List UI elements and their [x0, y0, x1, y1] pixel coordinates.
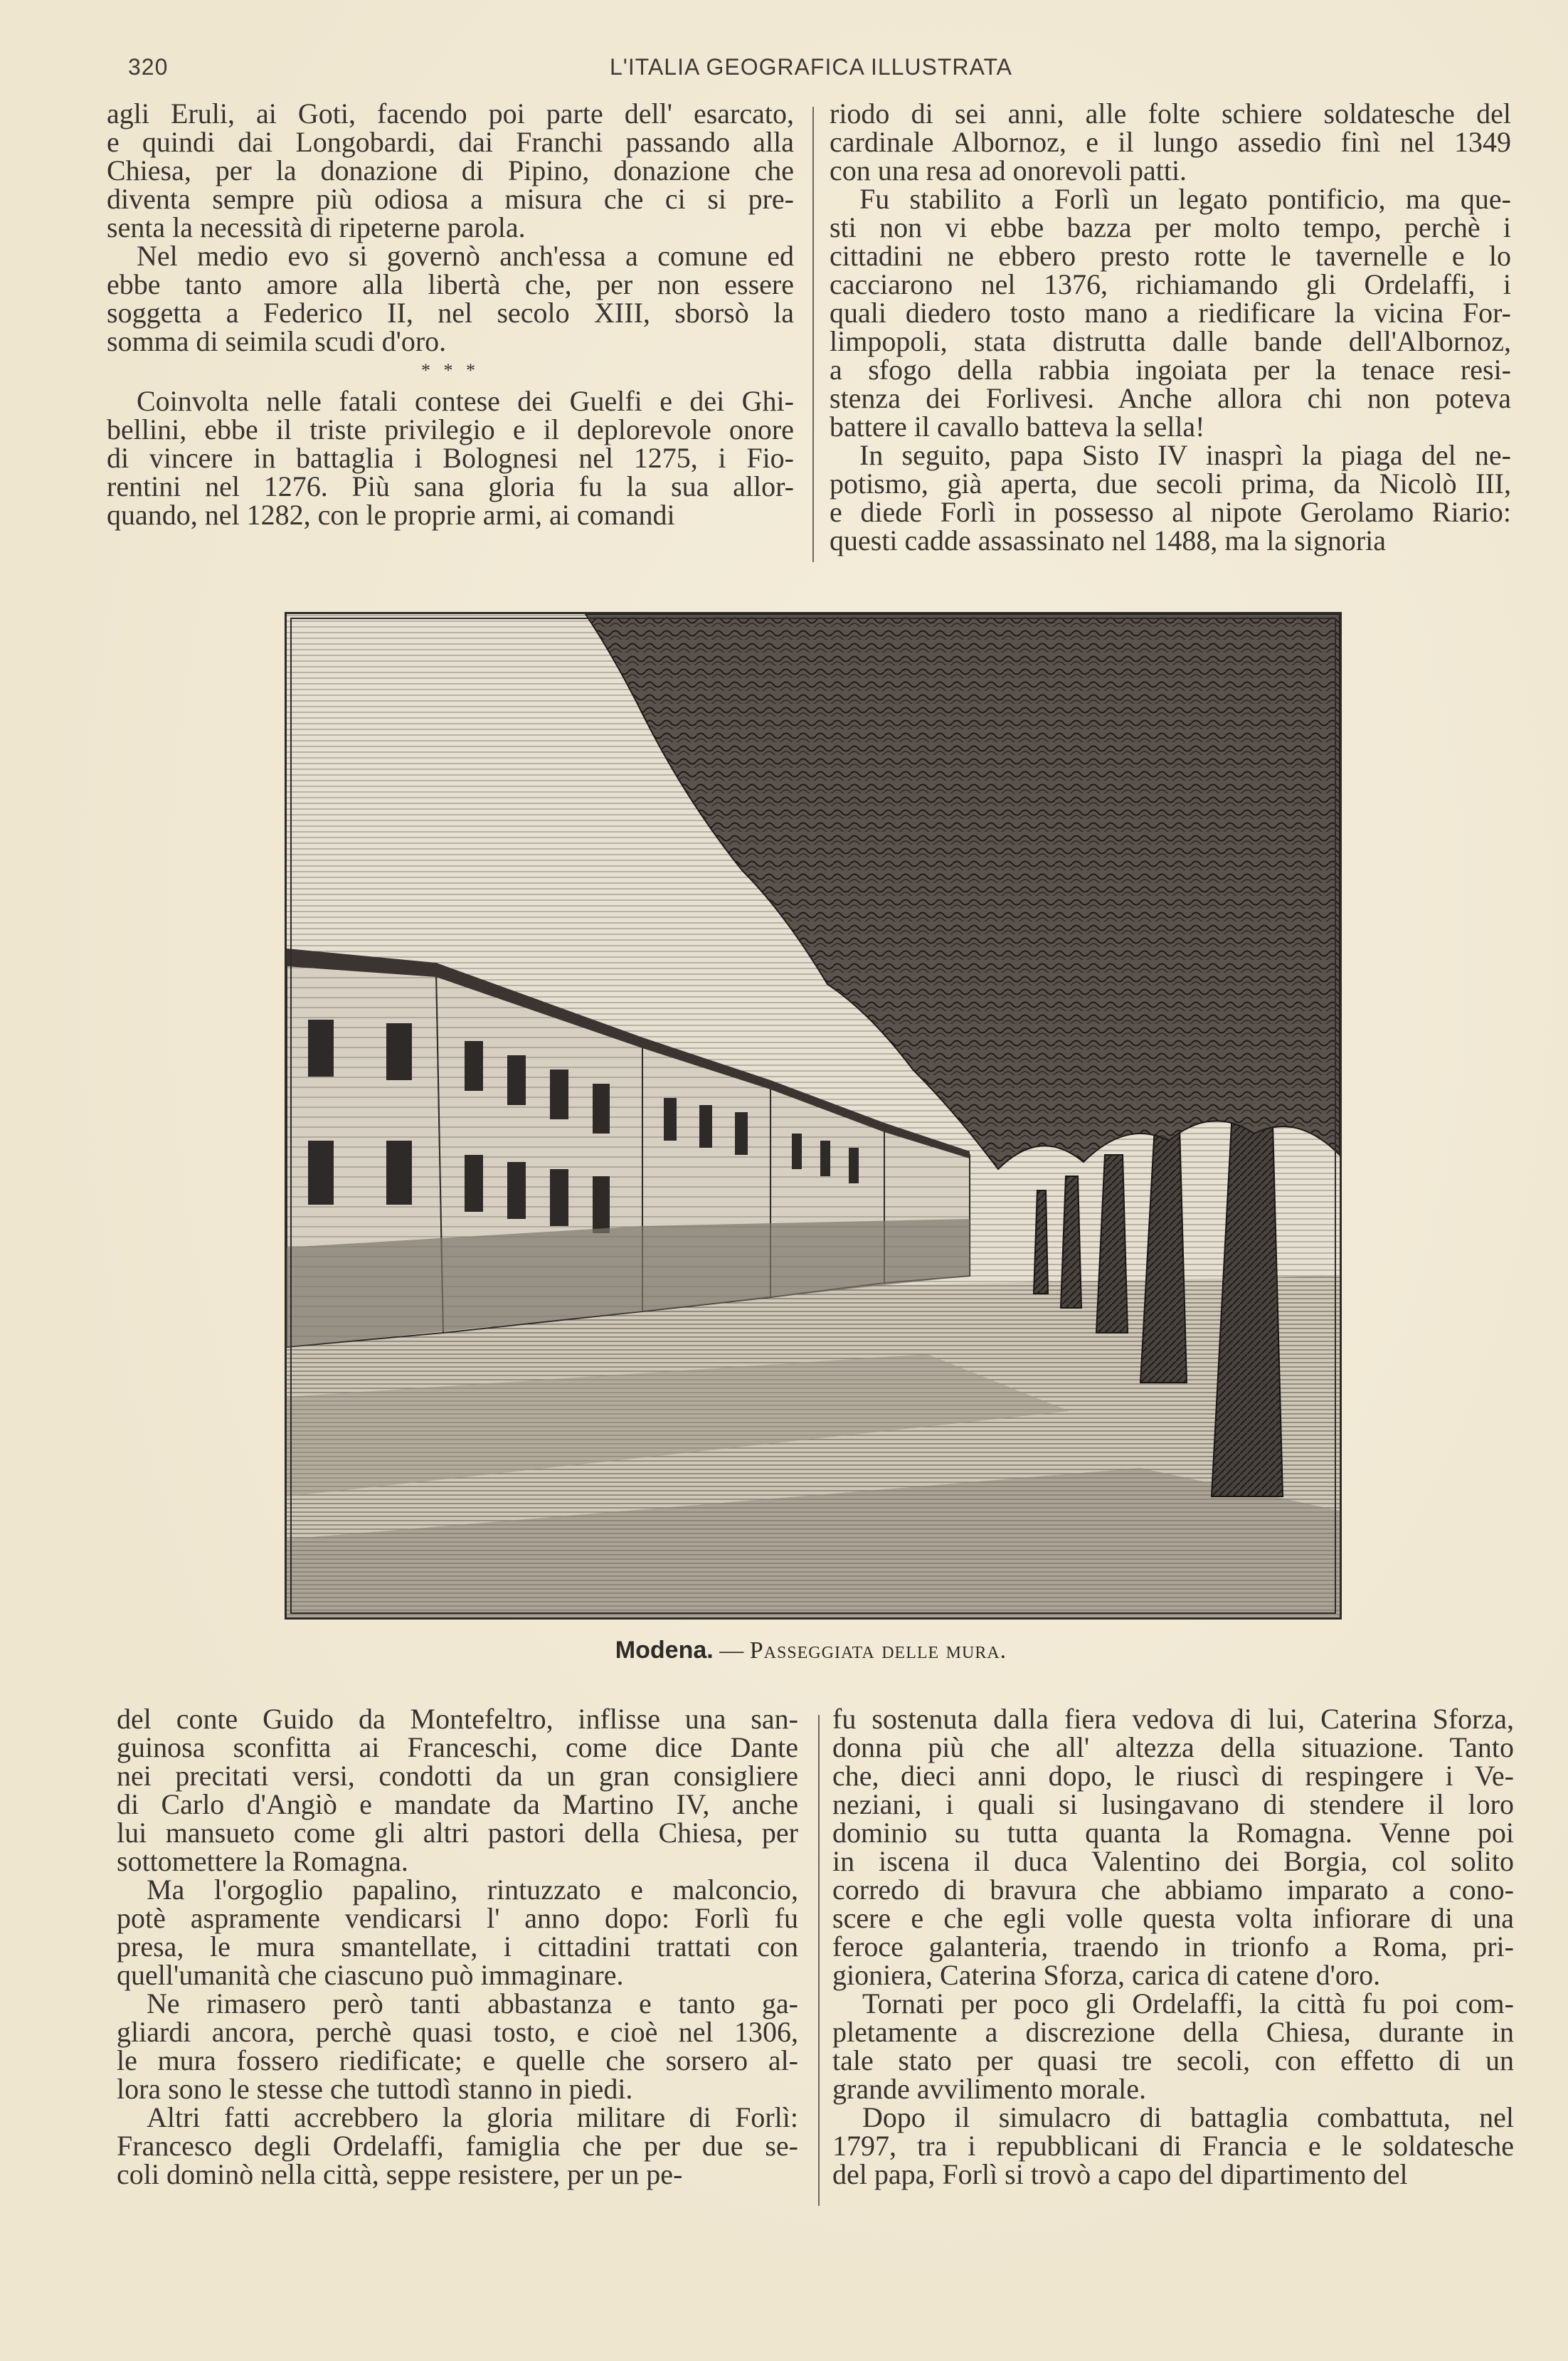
text-line: lui mansueto come gli altri pastori della Chiesa, per [117, 1817, 798, 1849]
column-top-left [107, 97, 794, 531]
paragraph [117, 2103, 798, 2189]
paragraph [117, 1987, 798, 2105]
paragraph [832, 2103, 1514, 2189]
caption-title: Passeggiata delle mura. [749, 1637, 1007, 1664]
text-line: grande avvilimento morale. [832, 2073, 1146, 2105]
paragraph [107, 97, 794, 243]
text-line: quali diedero tosto mano a riedificare la vicina For- [830, 297, 1511, 329]
text-line: Coinvolta nelle fatali contese dei Guelfi e dei Ghi- [137, 385, 794, 417]
paragraph [832, 1705, 1514, 1990]
running-title: L'ITALIA GEOGRAFICA ILLUSTRATA [609, 54, 1013, 80]
column-rule [812, 107, 814, 562]
text-line: soggetta a Federico II, nel secolo XIII, sborsò la [107, 297, 794, 329]
paragraph [117, 1705, 798, 1876]
text-line: Francesco degli Ordelaffi, famiglia che per due se- [117, 2130, 798, 2162]
text-line: Dopo il simulacro di battaglia combattuta, nel [862, 2101, 1514, 2133]
text-line: le mura fossero riedificate; e quelle che sorsero al- [117, 2044, 798, 2076]
text-line: Ma l'orgoglio papalino, rintuzzato e malconcio, [147, 1874, 798, 1906]
text-line: 1797, tra i repubblicani di Francia e le soldatesche [832, 2130, 1514, 2162]
text-line: ebbe tanto amore alla libertà che, per non essere [107, 268, 794, 300]
text-line: lora sono le stesse che tuttodì stanno in piedi. [117, 2073, 633, 2105]
text-line: gioniera, Caterina Sforza, carica di catene d'oro. [832, 1959, 1381, 1991]
text-line: del conte Guido da Montefeltro, inflisse una san- [117, 1703, 798, 1735]
text-line: guinosa sconfitta ai Franceschi, come dice Dante [117, 1731, 798, 1763]
page-number: 320 [128, 54, 169, 80]
text-line: donna più che all' altezza della situazione. Tanto [832, 1731, 1514, 1763]
text-line: Ne rimasero però tanti abbastanza e tanto ga- [147, 1987, 798, 2019]
text-line: del papa, Forlì si trovò a capo del dipartimento del [832, 2158, 1408, 2190]
text-line: coli dominò nella città, seppe resistere, per un pe- [117, 2158, 683, 2190]
text-line: stenza dei Forlivesi. Anche allora chi non poteva [830, 382, 1511, 414]
text-line: cittadini ne ebbero presto rotte le tavernelle e lo [830, 240, 1511, 272]
paragraph [117, 1876, 798, 1990]
text-line: In seguito, papa Sisto IV inasprì la piaga del ne- [859, 439, 1511, 471]
text-line: senta la necessità di ripeterne parola. [107, 211, 526, 243]
text-line: quando, nel 1282, con le proprie armi, ai comandi [107, 499, 675, 531]
text-line: feroce galanteria, traendo in trionfo a Roma, pri- [832, 1930, 1514, 1963]
text-line: dominio su tutta quanta la Romagna. Venne poi [832, 1817, 1514, 1849]
text-line: e diede Forlì in possesso al nipote Gerolamo Riario: [830, 496, 1511, 528]
column-bottom-right [832, 1705, 1514, 2189]
text-line: di Carlo d'Angiò e mandate da Martino IV, anche [117, 1788, 798, 1820]
text-line: Tornati per poco gli Ordelaffi, la città fu poi com- [862, 1987, 1514, 2019]
text-line: che, dieci anni dopo, le riuscì di respingere i Ve- [832, 1760, 1514, 1792]
text-line: e quindi dai Longobardi, dai Franchi passando alla [107, 126, 794, 158]
text-line: Fu stabilito a Forlì un legato pontificio, ma que- [859, 183, 1511, 215]
text-line: somma di seimila scudi d'oro. [107, 325, 447, 357]
text-line: Nel medio evo si governò anch'essa a comune ed [137, 240, 794, 272]
text-line: bellini, ebbe il triste privilegio e il deplorevole onore [107, 413, 794, 445]
paragraph [830, 441, 1511, 555]
text-line: cardinale Albornoz, e il lungo assedio finì nel 1349 [830, 126, 1511, 158]
column-bottom-left [117, 1705, 798, 2189]
text-line: con una resa ad onorevoli patti. [830, 154, 1187, 186]
paragraph [107, 387, 794, 529]
text-line: sottomettere la Romagna. [117, 1845, 408, 1877]
text-line: questi cadde assassinato nel 1488, ma la signoria [830, 524, 1387, 556]
text-line: corredo di bravura che abbiamo imparato a cono- [832, 1874, 1514, 1906]
text-line: battere il cavallo batteva la sella! [830, 411, 1205, 443]
text-line: Chiesa, per la donazione di Pipino, donazione che [107, 154, 794, 186]
engraving-illustration [285, 612, 1342, 1620]
section-divider-stars: * * * [421, 360, 480, 381]
text-line: potismo, già aperta, due secoli prima, da Nicolò III, [830, 468, 1511, 500]
text-line: scere e che egli volle questa volta infiorare di una [832, 1902, 1514, 1934]
engraving-promenade-scene [287, 614, 1340, 1617]
text-line: a sfogo della rabbia ingoiata per la tenace resi- [830, 354, 1511, 386]
text-line: agli Eruli, ai Goti, facendo poi parte dell' esarcato, [107, 97, 794, 130]
paragraph [830, 185, 1511, 441]
paragraph [830, 97, 1511, 186]
text-line: cacciarono nel 1376, richiamando gli Ordelaffi, i [830, 268, 1511, 300]
paragraph [832, 1987, 1514, 2105]
text-line: neziani, i quali si lusingavano di stendere il loro [832, 1788, 1514, 1820]
text-line: riodo di sei anni, alle folte schiere soldatesche del [830, 97, 1511, 130]
text-line: rentini nel 1276. Più sana gloria fu la sua allor- [107, 470, 794, 502]
text-line: quell'umanità che ciascuno può immaginare. [117, 1959, 624, 1991]
paragraph [107, 242, 794, 356]
text-line: gliardi ancora, perchè quasi tosto, e cioè nel 1306, [117, 2016, 798, 2048]
text-line: nei precitati versi, condotti da un gran consigliere [117, 1760, 798, 1792]
text-line: limpopoli, stata distrutta dalle bande dell'Albornoz, [830, 325, 1511, 357]
text-line: tale stato per quasi tre secoli, con effetto di un [832, 2044, 1514, 2076]
column-top-right [830, 97, 1511, 556]
text-line: diventa sempre più odiosa a misura che ci si pre- [107, 183, 794, 215]
figure-caption [285, 1637, 1337, 1664]
page-header [107, 51, 1515, 87]
text-line: presa, le mura smantellate, i cittadini trattati con [117, 1930, 798, 1963]
caption-city: Modena. [615, 1637, 714, 1664]
text-line: fu sostenuta dalla fiera vedova di lui, Caterina Sforza, [832, 1703, 1514, 1735]
column-rule [818, 1715, 820, 2206]
text-line: potè aspramente vendicarsi l' anno dopo: Forlì fu [117, 1902, 798, 1934]
text-line: di vincere in battaglia i Bolognesi nel 1275, i Fio- [107, 442, 794, 474]
text-line: pletamente a discrezione della Chiesa, durante in [832, 2016, 1514, 2048]
text-line: sti non vi ebbe bazza per molto tempo, perchè i [830, 211, 1511, 243]
text-line: in iscena il duca Valentino dei Borgia, col solito [832, 1845, 1514, 1877]
caption-dash: — [713, 1637, 750, 1664]
text-line: Altri fatti accrebbero la gloria militare di Forlì: [147, 2101, 798, 2133]
